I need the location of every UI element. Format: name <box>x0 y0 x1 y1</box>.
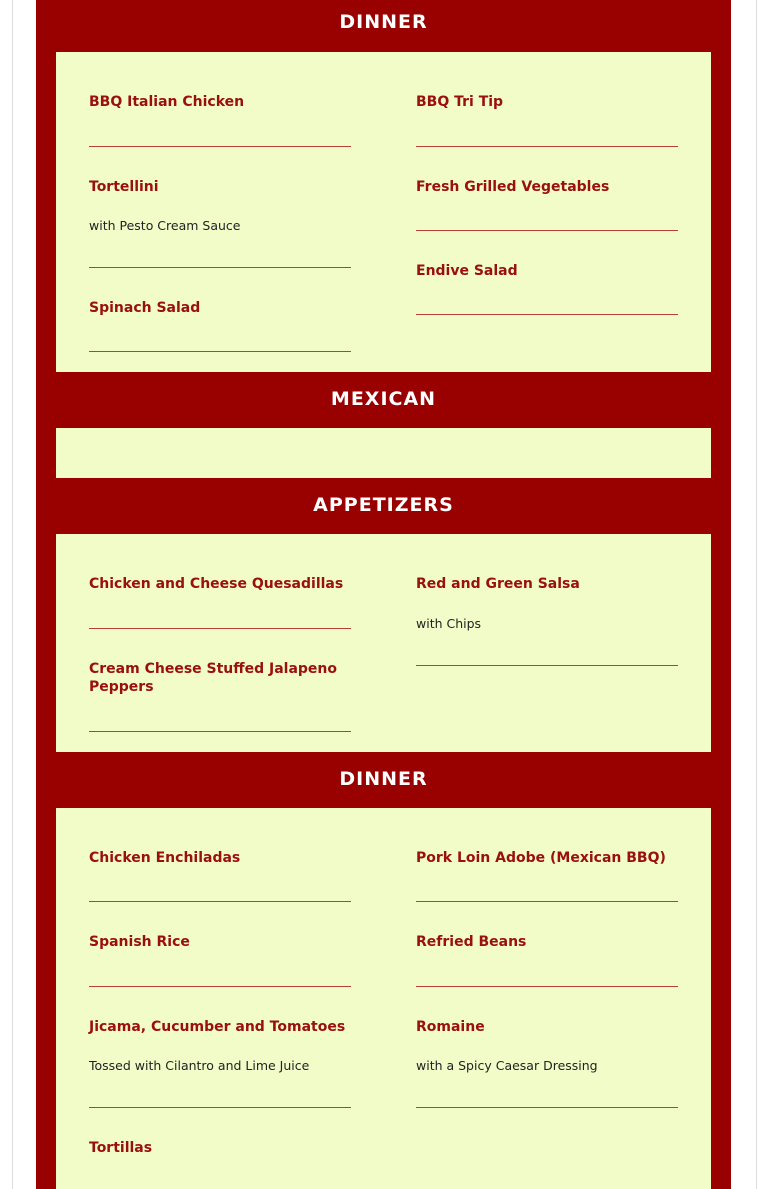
item-divider <box>416 314 678 315</box>
section-panel-mexican <box>56 428 711 478</box>
item-divider <box>416 146 678 147</box>
menu-item-description: with a Spicy Caesar Dressing <box>416 1058 598 1073</box>
item-divider <box>416 986 678 987</box>
section-panel-dinner <box>56 808 711 1189</box>
menu-container <box>36 0 731 1189</box>
item-divider <box>89 267 351 268</box>
menu-item-name: Pork Loin Adobe (Mexican BBQ) <box>416 850 666 866</box>
menu-item-name: Jicama, Cucumber and Tomatoes <box>89 1019 346 1035</box>
menu-item-name: Fresh Grilled Vegetables <box>416 179 610 195</box>
menu-item-name: Chicken Enchiladas <box>89 850 241 866</box>
menu-item-description: with Pesto Cream Sauce <box>89 218 241 233</box>
section-panel-appetizers <box>56 534 711 752</box>
item-divider <box>89 986 351 987</box>
item-divider <box>416 230 678 231</box>
menu-item-name: Spinach Salad <box>89 300 201 316</box>
menu-item-name: Chicken and Cheese Quesadillas <box>89 576 344 592</box>
item-divider <box>89 1107 351 1108</box>
section-title-mexican: MEXICAN <box>330 388 437 410</box>
item-divider <box>89 901 351 902</box>
section-title-dinner: DINNER <box>339 11 428 33</box>
section-panel-dinner <box>56 52 711 372</box>
item-divider <box>416 1107 678 1108</box>
menu-item-name: Romaine <box>416 1019 485 1035</box>
menu-item-name: Spanish Rice <box>89 934 190 950</box>
menu-item-name: BBQ Italian Chicken <box>89 94 245 110</box>
menu-item-name: Endive Salad <box>416 263 518 279</box>
menu-item-name: Refried Beans <box>416 934 527 950</box>
item-divider <box>89 731 351 732</box>
section-title-dinner: DINNER <box>339 768 428 790</box>
item-divider <box>89 351 351 352</box>
item-divider <box>89 146 351 147</box>
item-divider <box>416 901 678 902</box>
menu-item-name: Red and Green Salsa <box>416 576 580 592</box>
menu-item-name: Tortellini <box>89 179 159 195</box>
menu-item-name: BBQ Tri Tip <box>416 94 504 110</box>
item-divider <box>416 665 678 666</box>
menu-item-name: Tortillas <box>89 1140 153 1156</box>
menu-item-name: Cream Cheese Stuffed Jalapeno Peppers <box>89 661 337 695</box>
menu-item-description: with Chips <box>416 616 482 631</box>
section-title-appetizers: APPETIZERS <box>313 494 454 516</box>
menu-item-description: Tossed with Cilantro and Lime Juice <box>89 1058 310 1073</box>
item-divider <box>89 628 351 629</box>
